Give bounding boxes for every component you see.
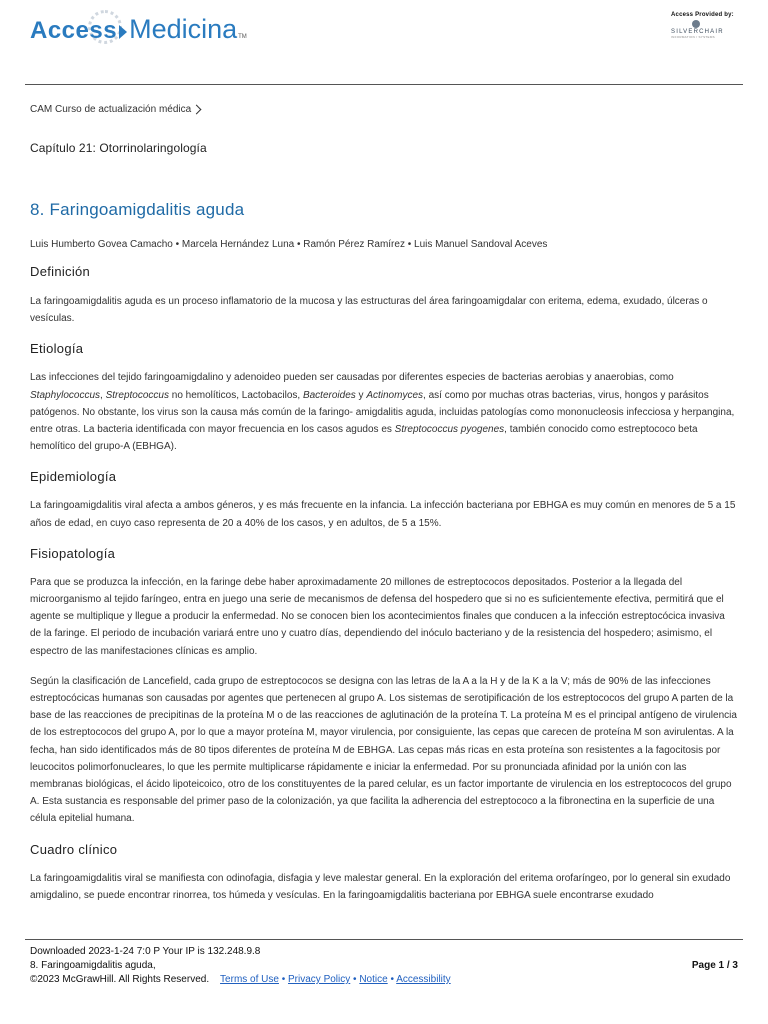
section-definicion: [30, 264, 738, 327]
paragraph: Según la clasificación de Lancefield, cada grupo de estreptococos se designa con las letras de la A a la H y de la K a la V; más de 90% de las infecciones estreptocócicas humanas son causadas por agentes que pertenecen al grupo A. Los sistemas de serotipificación de los estreptococos del grupo A parten de la base de las reacciones de precipitinas de la proteína M o de las reacciones de aglutinación de la proteína T. La proteína M es el principal antígeno de virulencia de los estreptococos del grupo A, por lo que a mayor proteína M, mayor virulencia, por consiguiente, las cepas que carecen de proteína M son avirulentas. A la fecha, han sido identificados más de 80 tipos diferentes de proteína M de EBHGA. Las cepas más ricas en esta proteína son resistentes a la fagocitosis por leucocitos polimorfonucleares, lo que les permite multiplicarse rápidamente e iniciar la enfermedad. Por su pronunciada afinidad por la unión con las membranas biológicas, el ácido lipoteicoico, otro de los constituyentes de la pared celular, es un factor importante de virulencia en los estreptococos del grupo A. Esta sustancia es responsable del primer paso de la colonización, ya que facilita la adherencia del estreptococo a la fibronectina en la superficie de una célula epitelial humana.: [30, 675, 737, 825]
logo-arrow-icon: [119, 25, 127, 39]
privacy-policy-link[interactable]: Privacy Policy: [288, 974, 351, 985]
article-content: [30, 100, 738, 904]
section-epidemiologia: [30, 469, 738, 531]
paragraph: La faringoamigdalitis aguda es un proceso inflamatorio de la mucosa y las estructuras del área faringoamigdalar con eritema, edema, exudado, úlceras o vesículas.: [30, 296, 708, 325]
footer: [30, 945, 738, 987]
footer-links: [30, 973, 738, 987]
text-run: ,: [100, 389, 106, 401]
section-etiologia: [30, 341, 738, 455]
paragraph: La faringoamigdalitis viral se manifiesta con odinofagia, disfagia y leve malestar general. En la exploración del eritema orofaríngeo, por lo general sin exudado amigdalino, se puede encontrar rinorrea, tos húmeda y vesículas. En la faringoamigdalitis bacteriana por EBHGA suele encontrarse exudado: [30, 872, 731, 901]
italic-term: Bacteroides: [302, 389, 356, 401]
footer-article-title: 8. Faringoamigdalitis aguda,: [30, 960, 156, 971]
section-heading: Definición: [30, 264, 91, 279]
link-separator: •: [278, 974, 289, 985]
section-heading: Cuadro clínico: [30, 841, 118, 857]
link-separator: •: [387, 974, 397, 985]
logo-medicina-text: Medicina: [129, 14, 238, 44]
page-number: Page 1 / 3: [691, 960, 738, 971]
access-provider: [671, 12, 751, 39]
accessibility-link[interactable]: Accessibility: [396, 974, 451, 985]
authors: Luis Humberto Govea Camacho • Marcela Hernández Luna • Ramón Pérez Ramírez • Luis Manuel Sandoval Aceves: [30, 239, 548, 250]
italic-term: Staphylococcus: [30, 389, 101, 401]
section-heading: Etiología: [30, 341, 84, 357]
page-title: 8. Faringoamigdalitis aguda: [30, 200, 245, 219]
italic-term: Streptococcus pyogenes: [394, 424, 505, 436]
text-run: , también conocido como estreptococo beta hemolítico del grupo-A (EBHGA).: [30, 424, 698, 453]
text-run: y: [355, 389, 367, 401]
italic-term: Streptococcus: [105, 389, 169, 401]
text-run: , así como por muchas otras bacterias, virus, hongos y parásitos patógenos. No obstante, los virus son la causa más común de la faringo- amigdalitis aguda, incluidas patologías como mononucleosis infecciosa y herpangina, entre otras. La bacteria identificada con mayor frecuencia en los casos agudos es: [30, 389, 735, 436]
text-run: Las infecciones del tejido faringoamigdalino y adenoideo pueden ser causadas por diferentes especies de bacterias aerobias y anaerobias, como: [30, 372, 674, 384]
text-run: no hemolíticos, Lactobacilos,: [168, 389, 303, 401]
header: [0, 0, 768, 84]
copyright: ©2023 McGrawHill. All Rights Reserved.: [30, 974, 210, 985]
paragraph: La faringoamigdalitis viral afecta a ambos géneros, y es más frecuente en la infancia. La infección bacteriana por EBHGA es muy común en menores de 5 a 15 años de edad, en cuyo caso representa de 20 a 40% de los casos, y en adultos, de 5 a 15%.: [30, 500, 736, 529]
breadcrumb-label[interactable]: CAM Curso de actualización médica: [30, 104, 192, 115]
logo-trademark: TM: [238, 34, 247, 40]
accessmedicina-logo[interactable]: [30, 14, 247, 45]
breadcrumb[interactable]: [30, 104, 738, 115]
paragraph: Para que se produzca la infección, en la faringe debe haber aproximadamente 20 millones de estreptococos depositados. Posterior a la llegada del microorganismo al tejido faríngeo, entra en juego una serie de mecanismos de defensa del hospedero que si no es suficientemente efectiva, permitirá que el agente se multiplique y llegue a producir la enfermedad. No se conocen bien los acontecimientos finales que conducen a la infección estreptocócica invasiva de la faringe. El periodo de incubación variará entre uno y cuatro días, dependiendo del inóculo bacteriano y de la resistencia del hospedero; asimismo, el espectro de las manifestaciones clínicas es amplio.: [30, 576, 725, 657]
italic-term: Actinomyces: [366, 389, 424, 401]
section-fisiopatologia: [30, 546, 738, 828]
provided-by-label: Access Provided by:: [671, 12, 734, 18]
section-cuadro-clinico: [30, 842, 738, 904]
header-divider: [25, 84, 743, 85]
logo-access-text: Access: [30, 17, 118, 44]
footer-divider: [25, 939, 743, 940]
chevron-right-icon: [192, 105, 202, 115]
download-info: Downloaded 2023-1-24 7:0 P Your IP is 132.248.9.8: [30, 946, 261, 957]
chapter-title: Capítulo 21: Otorrinolaringología: [30, 141, 207, 155]
link-separator: •: [350, 974, 360, 985]
provider-subtitle: INFORMATION / SYSTEMS: [671, 35, 715, 39]
section-heading: Fisiopatología: [30, 545, 116, 561]
notice-link[interactable]: Notice: [359, 974, 388, 985]
terms-of-use-link[interactable]: Terms of Use: [220, 974, 279, 985]
provider-name: SILVERCHAIR: [671, 29, 724, 35]
section-heading: Epidemiología: [30, 469, 117, 485]
paragraph: [30, 369, 738, 455]
silverchair-icon: [692, 20, 700, 28]
